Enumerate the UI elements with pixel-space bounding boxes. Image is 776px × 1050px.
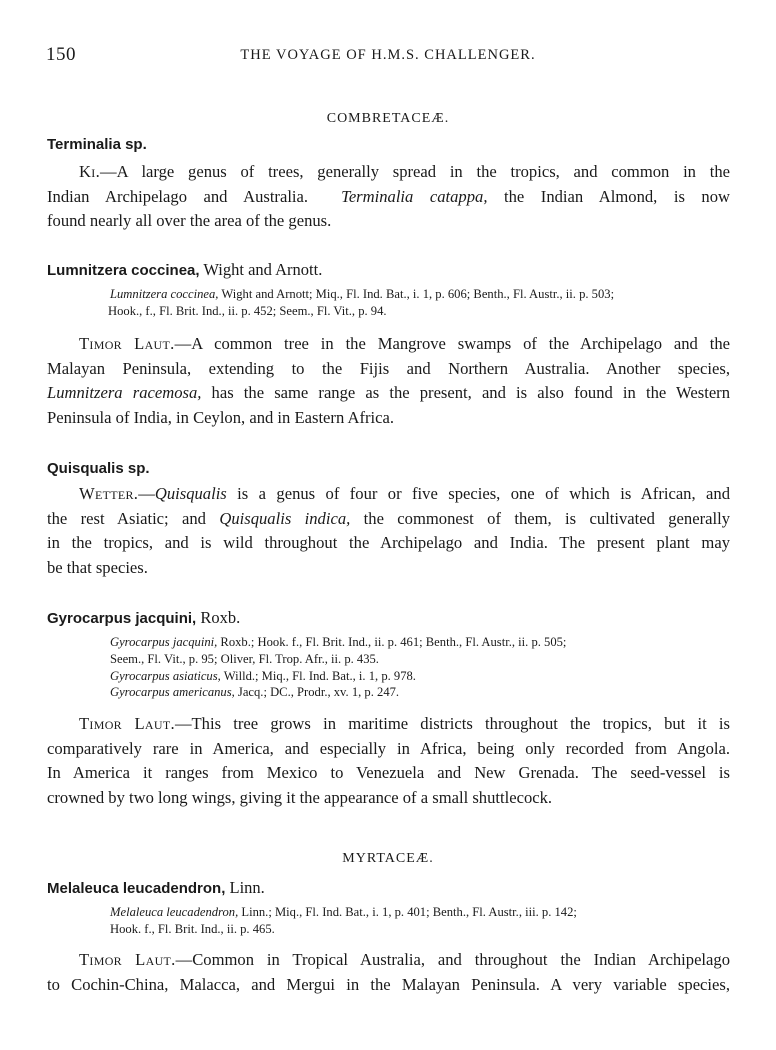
locality: Timor Laut.	[79, 334, 175, 353]
text-line: comparatively rare in America, and especially in Africa, being only recorded from Angola.	[47, 738, 730, 758]
synonym-line: Gyrocarpus americanus, Jacq.; DC., Prodr., xv. 1, p. 247.	[110, 685, 400, 700]
synonym-line: Gyrocarpus asiaticus, Willd.; Miq., Fl. Ind. Bat., i. 1, p. 978.	[110, 668, 416, 683]
locality: Timor Laut.	[79, 950, 176, 969]
text-line: crowned by two long wings, giving it the appearance of a small shuttlecock.	[47, 787, 553, 807]
synonymy-block	[110, 634, 728, 701]
locality: Ki.	[79, 162, 101, 181]
synonym-line: Hook., f., Fl. Brit. Ind., ii. p. 452; Seem., Fl. Vit., p. 94.	[108, 303, 387, 318]
page-number: 150	[46, 44, 76, 65]
locality: Timor Laut.	[79, 714, 175, 733]
synonymy-block	[110, 286, 728, 320]
species-description	[47, 948, 730, 997]
text-line: In America it ranges from Mexico to Venezuela and New Grenada. The seed-vessel is	[47, 763, 730, 783]
species-description	[47, 712, 730, 810]
synonym-line: Hook. f., Fl. Brit. Ind., ii. p. 465.	[110, 921, 275, 936]
species-name: Melaleuca leucadendron,	[47, 880, 226, 897]
species-heading	[47, 260, 322, 280]
species-description	[47, 160, 730, 234]
species-heading	[47, 458, 150, 478]
text-line: Indian Archipelago and Australia. Terminalia catappa, the Indian Almond, is now	[47, 186, 731, 206]
text-line: Wetter.—Quisqualis is a genus of four or five species, one of which is African, and	[79, 484, 730, 503]
text-line: the rest Asiatic; and Quisqualis indica, the commonest of them, is cultivated generally	[47, 508, 730, 528]
synonym-line: Gyrocarpus jacquini, Roxb.; Hook. f., Fl. Brit. Ind., ii. p. 461; Benth., Fl. Austr., ii. p. 505;	[110, 635, 567, 649]
text-line: Ki.—A large genus of trees, generally spread in the tropics, and common in the	[79, 162, 730, 181]
text-line: in the tropics, and is wild throughout the Archipelago and India. The present plant may	[47, 533, 730, 553]
species-description	[47, 332, 730, 430]
species-author: Wight and Arnott.	[203, 260, 323, 279]
family-heading: COMBRETACEÆ.	[326, 111, 450, 126]
species-description	[47, 482, 730, 580]
species-name: Terminalia sp.	[47, 136, 147, 153]
running-title: THE VOYAGE OF H.M.S. CHALLENGER.	[240, 47, 536, 63]
text-line: Lumnitzera racemosa, has the same range as the present, and is also found in the Western	[47, 383, 731, 403]
synonym-line: Seem., Fl. Vit., p. 95; Oliver, Fl. Trop. Afr., ii. p. 435.	[110, 651, 379, 666]
text-line: Timor Laut.—Common in Tropical Australia, and throughout the Indian Archipelago	[79, 950, 730, 969]
species-name: Lumnitzera coccinea,	[47, 262, 200, 279]
text-line: Timor Laut.—This tree grows in maritime districts throughout the tropics, but it is	[79, 714, 730, 733]
species-name: Quisqualis sp.	[47, 460, 150, 477]
synonymy-block	[110, 904, 728, 938]
text-line: found nearly all over the area of the genus.	[47, 211, 332, 231]
species-heading	[47, 878, 265, 898]
text-line: Timor Laut.—A common tree in the Mangrove swamps of the Archipelago and the	[79, 334, 730, 353]
text-line: be that species.	[47, 557, 148, 577]
text-line: Malayan Peninsula, extending to the Fijis and Northern Australia. Another species,	[47, 358, 730, 378]
species-heading	[47, 134, 147, 154]
text-line: Peninsula of India, in Ceylon, and in Eastern Africa.	[47, 407, 395, 427]
synonym-line: Lumnitzera coccinea, Wight and Arnott; Miq., Fl. Ind. Bat., i. 1, p. 606; Benth., Fl. Austr., ii. p. 503;	[110, 287, 615, 301]
text-line: to Cochin-China, Malacca, and Mergui in the Malayan Peninsula. A very variable species,	[47, 974, 730, 994]
synonym-line: Melaleuca leucadendron, Linn.; Miq., Fl. Ind. Bat., i. 1, p. 401; Benth., Fl. Austr., iii. p. 142;	[110, 905, 577, 919]
species-name: Gyrocarpus jacquini,	[47, 610, 197, 627]
species-author: Roxb.	[200, 608, 241, 627]
locality: Wetter.	[79, 484, 139, 503]
species-heading	[47, 608, 240, 628]
species-author: Linn.	[229, 878, 265, 897]
family-heading: MYRTACEÆ.	[342, 851, 434, 866]
